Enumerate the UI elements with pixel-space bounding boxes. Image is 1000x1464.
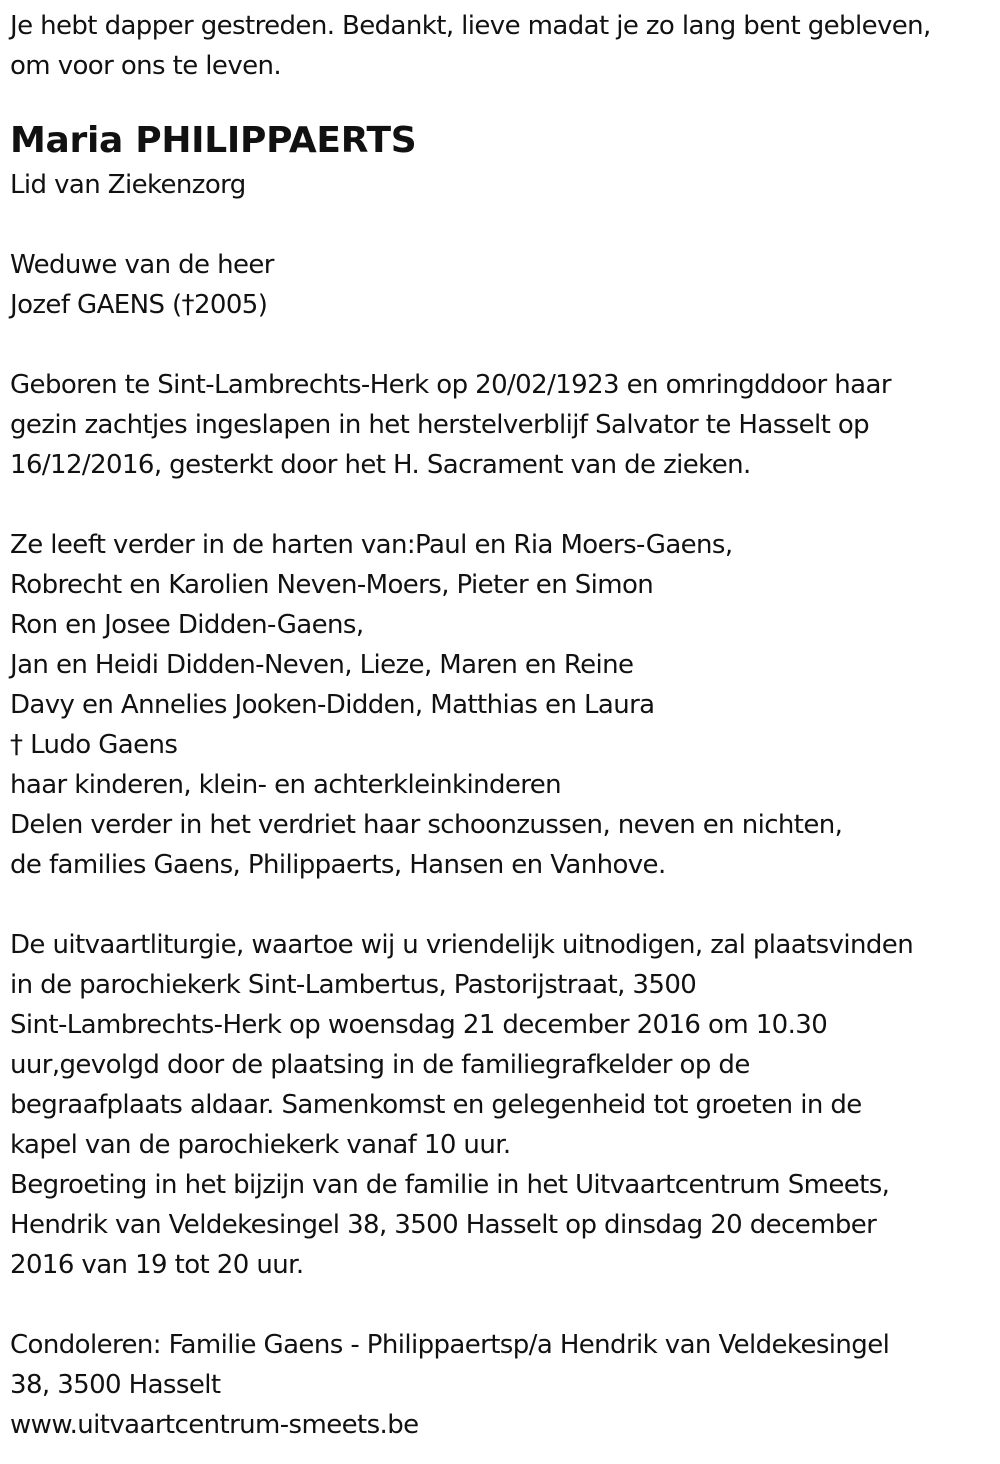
spacer (10, 485, 995, 525)
funeral-line: 2016 van 19 tot 20 uur. (10, 1250, 304, 1280)
family-line: Delen verder in het verdriet haar schoonzussen, neven en nichten, (10, 810, 843, 840)
birth-death-line: gezin zachtjes ingeslapen in het herstelverblijf Salvator te Hasselt op (10, 410, 870, 440)
spacer (10, 885, 995, 925)
funeral-line: Sint-Lambrechts-Herk op woensdag 21 december 2016 om 10.30 (10, 1010, 828, 1040)
funeral-line: begraafplaats aldaar. Samenkomst en gelegenheid tot groeten in de (10, 1090, 862, 1120)
funeral-line: uur,gevolgd door de plaatsing in de familiegrafkelder op de (10, 1050, 750, 1080)
family-line: Ze leeft verder in de harten van:Paul en Ria Moers-Gaens, (10, 530, 733, 560)
funeral-line: Hendrik van Veldekesingel 38, 3500 Hasselt op dinsdag 20 december (10, 1210, 877, 1240)
family-line: Davy en Annelies Jooken-Didden, Matthias en Laura (10, 690, 655, 720)
family-line: † Ludo Gaens (10, 730, 178, 760)
funeral-line: in de parochiekerk Sint-Lambertus, Pastorijstraat, 3500 (10, 970, 697, 1000)
birth-death-info (10, 365, 995, 485)
family-list (10, 525, 995, 885)
deceased-name: Maria PHILIPPAERTS (10, 120, 417, 161)
widow-info (10, 245, 995, 325)
widow-line: Jozef GAENS (†2005) (10, 290, 268, 320)
condolences-line: 38, 3500 Hasselt (10, 1370, 221, 1400)
condolences-line: Condoleren: Familie Gaens - Philippaertsp/a Hendrik van Veldekesingel (10, 1330, 890, 1360)
website-link[interactable]: www.uitvaartcentrum-smeets.be (10, 1410, 419, 1440)
spacer (10, 1285, 995, 1325)
family-line: haar kinderen, klein- en achterkleinkinderen (10, 770, 562, 800)
family-line: de families Gaens, Philippaerts, Hansen en Vanhove. (10, 850, 666, 880)
funeral-line: kapel van de parochiekerk vanaf 10 uur. (10, 1130, 511, 1160)
spacer (10, 205, 995, 245)
funeral-line: De uitvaartliturgie, waartoe wij u vriendelijk uitnodigen, zal plaatsvinden (10, 930, 914, 960)
funeral-info (10, 925, 995, 1285)
intro-text (10, 6, 995, 86)
membership-line: Lid van Ziekenzorg (10, 170, 246, 200)
birth-death-line: 16/12/2016, gesterkt door het H. Sacrament van de zieken. (10, 450, 751, 480)
family-line: Ron en Josee Didden-Gaens, (10, 610, 364, 640)
funeral-line: Begroeting in het bijzijn van de familie in het Uitvaartcentrum Smeets, (10, 1170, 890, 1200)
family-line: Jan en Heidi Didden-Neven, Lieze, Maren en Reine (10, 650, 634, 680)
intro-line: Je hebt dapper gestreden. Bedankt, lieve madat je zo lang bent gebleven, (10, 11, 931, 41)
birth-death-line: Geboren te Sint-Lambrechts-Herk op 20/02/1923 en omringddoor haar (10, 370, 891, 400)
spacer (10, 325, 995, 365)
widow-line: Weduwe van de heer (10, 250, 274, 280)
condolences-info (10, 1325, 995, 1445)
family-line: Robrecht en Karolien Neven-Moers, Pieter en Simon (10, 570, 654, 600)
intro-line: om voor ons te leven. (10, 51, 282, 81)
obituary-notice (10, 6, 995, 1445)
